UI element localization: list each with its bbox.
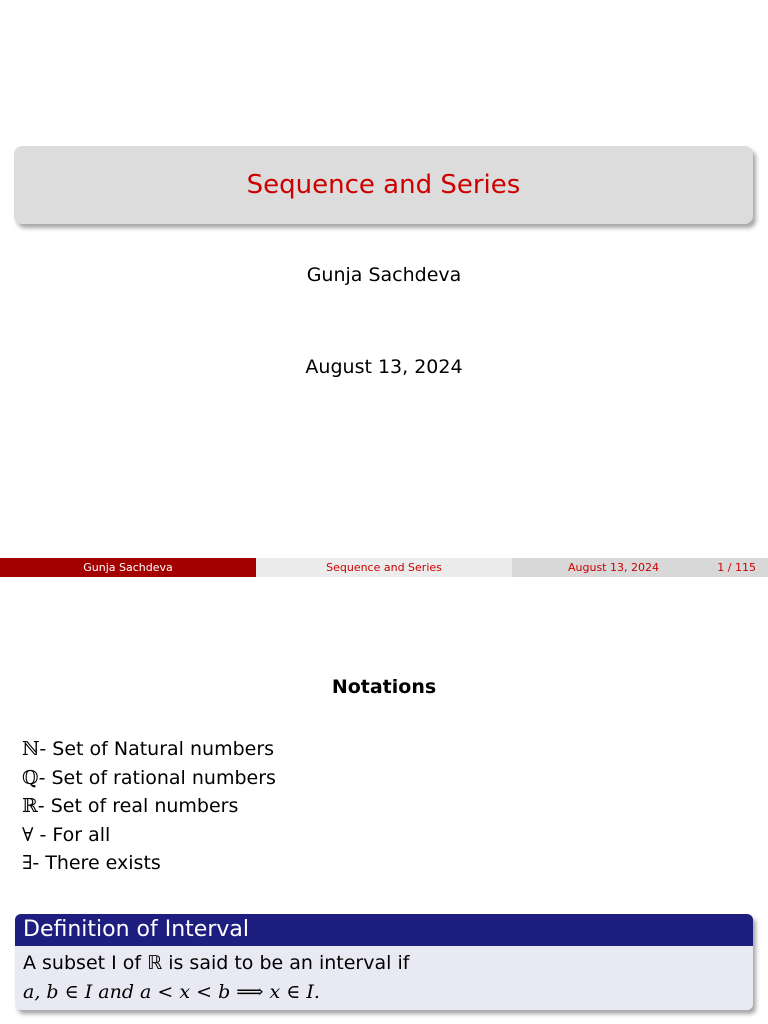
- notation-text: - There exists: [32, 852, 161, 874]
- notations-slide: [0, 578, 768, 1024]
- notation-item: [22, 821, 276, 850]
- frame-title: Notations: [331, 676, 437, 698]
- notation-symbol: ℕ: [22, 738, 40, 760]
- notation-item: [22, 849, 276, 878]
- notation-symbol: ∃: [22, 852, 33, 874]
- notation-text: - For all: [33, 823, 111, 846]
- notation-symbol: ℚ: [22, 766, 39, 789]
- title-box: [14, 146, 753, 224]
- notation-symbol: ∀: [22, 823, 34, 846]
- notation-item: [22, 735, 276, 764]
- definition-line-2: a, b ∈ I and a < x < b ⟹ x ∈ I.: [23, 981, 320, 1003]
- footer-title: Sequence and Series: [256, 558, 512, 577]
- presentation-title: Sequence and Series: [246, 170, 521, 200]
- notation-list: [22, 735, 276, 878]
- notation-item: [22, 792, 276, 821]
- notation-item: [22, 764, 276, 793]
- notation-text: - Set of rational numbers: [38, 766, 276, 789]
- definition-title: Definition of Interval: [15, 914, 753, 946]
- presentation-date: August 13, 2024: [305, 356, 463, 378]
- notation-text: - Set of Natural numbers: [39, 738, 275, 760]
- definition-body: [15, 946, 753, 1007]
- footer-author: Gunja Sachdeva: [0, 558, 256, 577]
- notation-symbol: ℝ: [22, 795, 38, 817]
- definition-block: [15, 914, 753, 1010]
- notation-text: - Set of real numbers: [37, 795, 239, 817]
- footer-date: August 13, 2024: [568, 561, 659, 574]
- footer-right: [512, 558, 768, 577]
- author-name: Gunja Sachdeva: [306, 264, 462, 286]
- footer-bar: [0, 558, 768, 577]
- footer-page-number: 1 / 115: [717, 561, 756, 574]
- definition-line-1: A subset I of ℝ is said to be an interval if: [23, 952, 410, 974]
